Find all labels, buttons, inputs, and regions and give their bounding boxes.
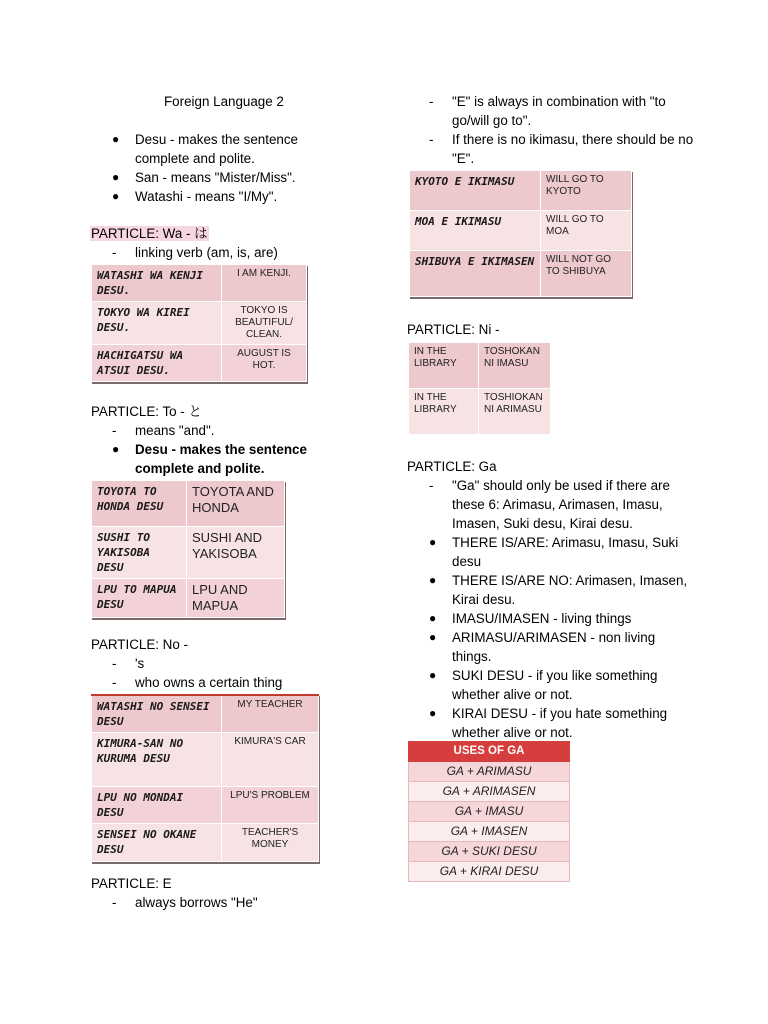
table-cell: WATASHI WA KENJI DESU.: [92, 265, 222, 302]
page-title: Foreign Language 2: [164, 94, 284, 109]
wa-notes: [90, 243, 330, 262]
table-cell: TOSHIOKAN NI ARIMASU: [479, 389, 551, 435]
list-item: ● Desu - makes the sentence complete and polite.: [112, 132, 299, 166]
table-cell: AUGUST IS HOT.: [222, 345, 307, 382]
list-item: ● Desu - makes the sentence complete and polite.: [112, 442, 307, 476]
e-notes-continued: [407, 92, 697, 168]
table-cell: GA + ARIMASEN: [409, 782, 570, 802]
ga-notes: [407, 476, 697, 533]
ga-bullets: [407, 533, 697, 742]
table-cell: SUSHI TO YAKISOBA DESU: [92, 527, 187, 579]
section-heading-ni: PARTICLE: Ni -: [407, 322, 500, 337]
table-cell: GA + ARIMASU: [409, 762, 570, 782]
table-cell: KIMURA-SAN NO KURUMA DESU: [92, 733, 222, 787]
table-header: USES OF GA: [409, 742, 570, 762]
table-cell: TEACHER'S MONEY: [222, 824, 319, 862]
list-item: ● IMASU/IMASEN - living things: [429, 611, 632, 626]
no-table: [91, 694, 319, 862]
table-cell: KYOTO E IKIMASU: [410, 171, 541, 211]
table-cell: SHIBUYA E IKIMASEN: [410, 251, 541, 297]
no-notes: [90, 654, 330, 692]
list-item: - "Ga" should only be used if there are these 6: Arimasu, Arimasen, Imasu, Imasen, Suki desu, Kirai desu.: [429, 478, 670, 531]
table-cell: GA + SUKI DESU: [409, 842, 570, 862]
uses-of-ga-table: [408, 741, 570, 882]
table-cell: LPU AND MAPUA: [187, 579, 285, 618]
list-item: - "E" is always in combination with "to go/will go to".: [429, 94, 666, 128]
intro-bullet-list: [90, 130, 335, 206]
list-item: ● ARIMASU/ARIMASEN - non living things.: [429, 630, 656, 664]
list-item: - always borrows "He": [112, 895, 258, 910]
list-item: ● KIRAI DESU - if you hate something whether alive or not.: [429, 706, 668, 740]
table-cell: WILL GO TO KYOTO: [541, 171, 632, 211]
list-item: ● Watashi - means "I/My".: [112, 189, 278, 204]
table-cell: MOA E IKIMASU: [410, 211, 541, 251]
table-cell: TOYOTA TO HONDA DESU: [92, 481, 187, 527]
list-item: ● THERE IS/ARE NO: Arimasen, Imasen, Kirai desu.: [429, 573, 688, 607]
list-item: - 's: [112, 656, 145, 671]
table-cell: TOKYO IS BEAUTIFUL/ CLEAN.: [222, 302, 307, 345]
table-cell: IN THE LIBRARY: [409, 389, 479, 435]
table-cell: WILL GO TO MOA: [541, 211, 632, 251]
list-item: - If there is no ikimasu, there should be no "E".: [429, 132, 694, 166]
table-cell: GA + IMASEN: [409, 822, 570, 842]
to-notes: [90, 421, 330, 440]
section-heading-wa: PARTICLE: Wa - は: [91, 226, 208, 241]
list-item: - who owns a certain thing: [112, 675, 283, 690]
list-item: ● SUKI DESU - if you like something whether alive or not.: [429, 668, 658, 702]
table-cell: IN THE LIBRARY: [409, 343, 479, 389]
section-heading-to: PARTICLE: To - と: [91, 404, 202, 419]
table-cell: I AM KENJI.: [222, 265, 307, 302]
to-table: [91, 480, 285, 618]
ni-table: [408, 342, 551, 435]
table-cell: LPU'S PROBLEM: [222, 787, 319, 824]
table-cell: WATASHI NO SENSEI DESU: [92, 695, 222, 733]
table-cell: LPU TO MAPUA DESU: [92, 579, 187, 618]
table-cell: TOYOTA AND HONDA: [187, 481, 285, 527]
table-cell: TOSHOKAN NI IMASU: [479, 343, 551, 389]
list-item: ● San - means "Mister/Miss".: [112, 170, 296, 185]
table-cell: GA + KIRAI DESU: [409, 862, 570, 882]
section-heading-e: PARTICLE: E: [91, 876, 172, 891]
to-bold-bullets: [90, 440, 330, 478]
table-cell: SUSHI AND YAKISOBA: [187, 527, 285, 579]
table-cell: MY TEACHER: [222, 695, 319, 733]
table-cell: TOKYO WA KIREI DESU.: [92, 302, 222, 345]
wa-table: [91, 264, 307, 382]
table-cell: WILL NOT GO TO SHIBUYA: [541, 251, 632, 297]
table-cell: LPU NO MONDAI DESU: [92, 787, 222, 824]
table-cell: SENSEI NO OKANE DESU: [92, 824, 222, 862]
table-cell: GA + IMASU: [409, 802, 570, 822]
section-heading-ga: PARTICLE: Ga: [407, 459, 497, 474]
e-notes: [90, 893, 330, 912]
table-cell: HACHIGATSU WA ATSUI DESU.: [92, 345, 222, 382]
list-item: - linking verb (am, is, are): [112, 245, 278, 260]
e-table: [409, 170, 632, 297]
section-heading-no: PARTICLE: No -: [91, 637, 188, 652]
list-item: ● THERE IS/ARE: Arimasu, Imasu, Suki desu: [429, 535, 679, 569]
table-cell: KIMURA'S CAR: [222, 733, 319, 787]
list-item: - means "and".: [112, 423, 215, 438]
